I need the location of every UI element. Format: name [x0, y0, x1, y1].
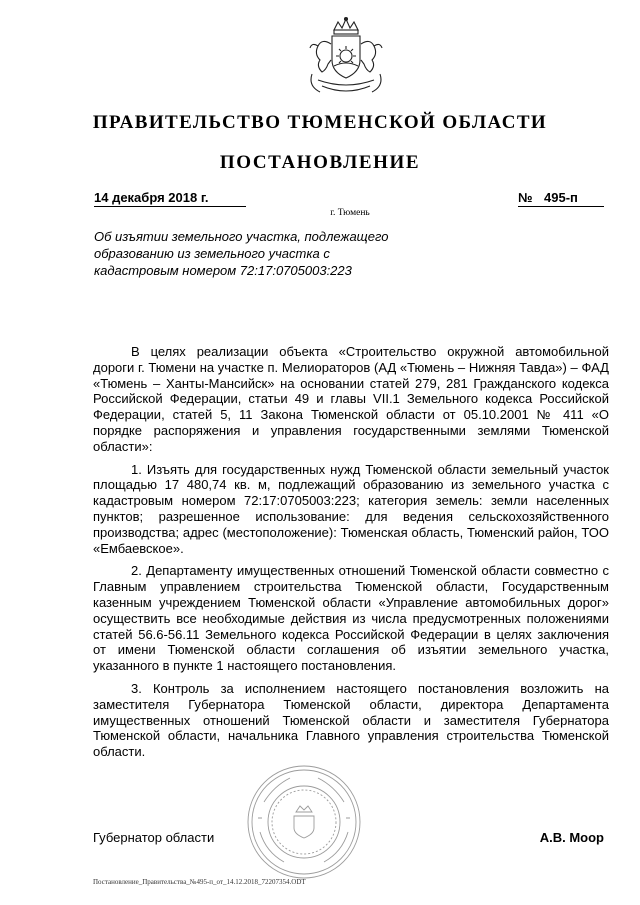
coat-of-arms-icon	[298, 16, 394, 102]
document-subject: Об изъятии земельного участка, подлежащего образованию из земельного участка с кадастровым номером 72:17:0705003:223	[94, 229, 389, 278]
round-seal-icon	[244, 762, 364, 882]
body-item-3: 3. Контроль за исполнением настоящего постановления возложить на заместителя Губернатора Тюменской области, директора Департамента имущественных отношений Тюменской области и заместителя Губернатора Тюменской области, начальника Главного управления строительства Тюменской области.	[93, 680, 609, 760]
number-sign: №	[518, 190, 533, 205]
document-city: г. Тюмень	[330, 208, 370, 218]
government-title: ПРАВИТЕЛЬСТВО ТЮМЕНСКОЙ ОБЛАСТИ	[92, 112, 548, 133]
document-number	[518, 190, 604, 207]
document-body	[93, 344, 609, 767]
body-item-1: 1. Изъять для государственных нужд Тюменской области земельный участок площадью 17 480,74 кв. м, подлежащий образованию из земельного участка с кадастровым номером 72:17:0705003:223; категория земель: земли населенных пунктов; разрешенное использование: для ведения сельскохозяйственного производства; адрес (местоположение): Тюменская область, Тюменский район, ТОО «Ембаевское».	[93, 461, 609, 556]
body-preamble: В целях реализации объекта «Строительство окружной автомобильной дороги г. Тюмени на участке п. Мелиораторов (АД «Тюмень – Нижняя Тавда») – ФАД «Тюмень – Ханты-Мансийск» на основании статей 279, 281 Гражданского кодекса Российской Федерации, статьи 49 и главы VII.1 Земельного кодекса Российской Федерации, статей 5, 11 Закона Тюменской области от 05.10.2001 № 411 «О порядке распоряжения и управления государственными землями Тюменской области»:	[93, 344, 609, 454]
body-item-2: 2. Департаменту имущественных отношений Тюменской области совместно с Главным управлением строительства Тюменской области, Государственным казенным учреждением Тюменской области «Управление автомобильных дорог» осуществить все необходимые действия из числа предусмотренных положениями статей 56.6-56.11 Земельного кодекса Российской Федерации в целях заключения от имени Тюменской области соглашения об изъятии земельного участка, указанного в пункте 1 настоящего постановления.	[93, 563, 609, 674]
number-value: 495-п	[544, 190, 578, 205]
signature-position: Губернатор области	[93, 830, 215, 845]
document-type-title: ПОСТАНОВЛЕНИЕ	[219, 152, 421, 173]
footer-filename: Постановление_Правительства_№495-п_от_14.12.2018_72207354.ODT	[93, 878, 306, 886]
signature-name: А.В. Моор	[539, 830, 604, 845]
document-date: 14 декабря 2018 г.	[94, 190, 246, 207]
